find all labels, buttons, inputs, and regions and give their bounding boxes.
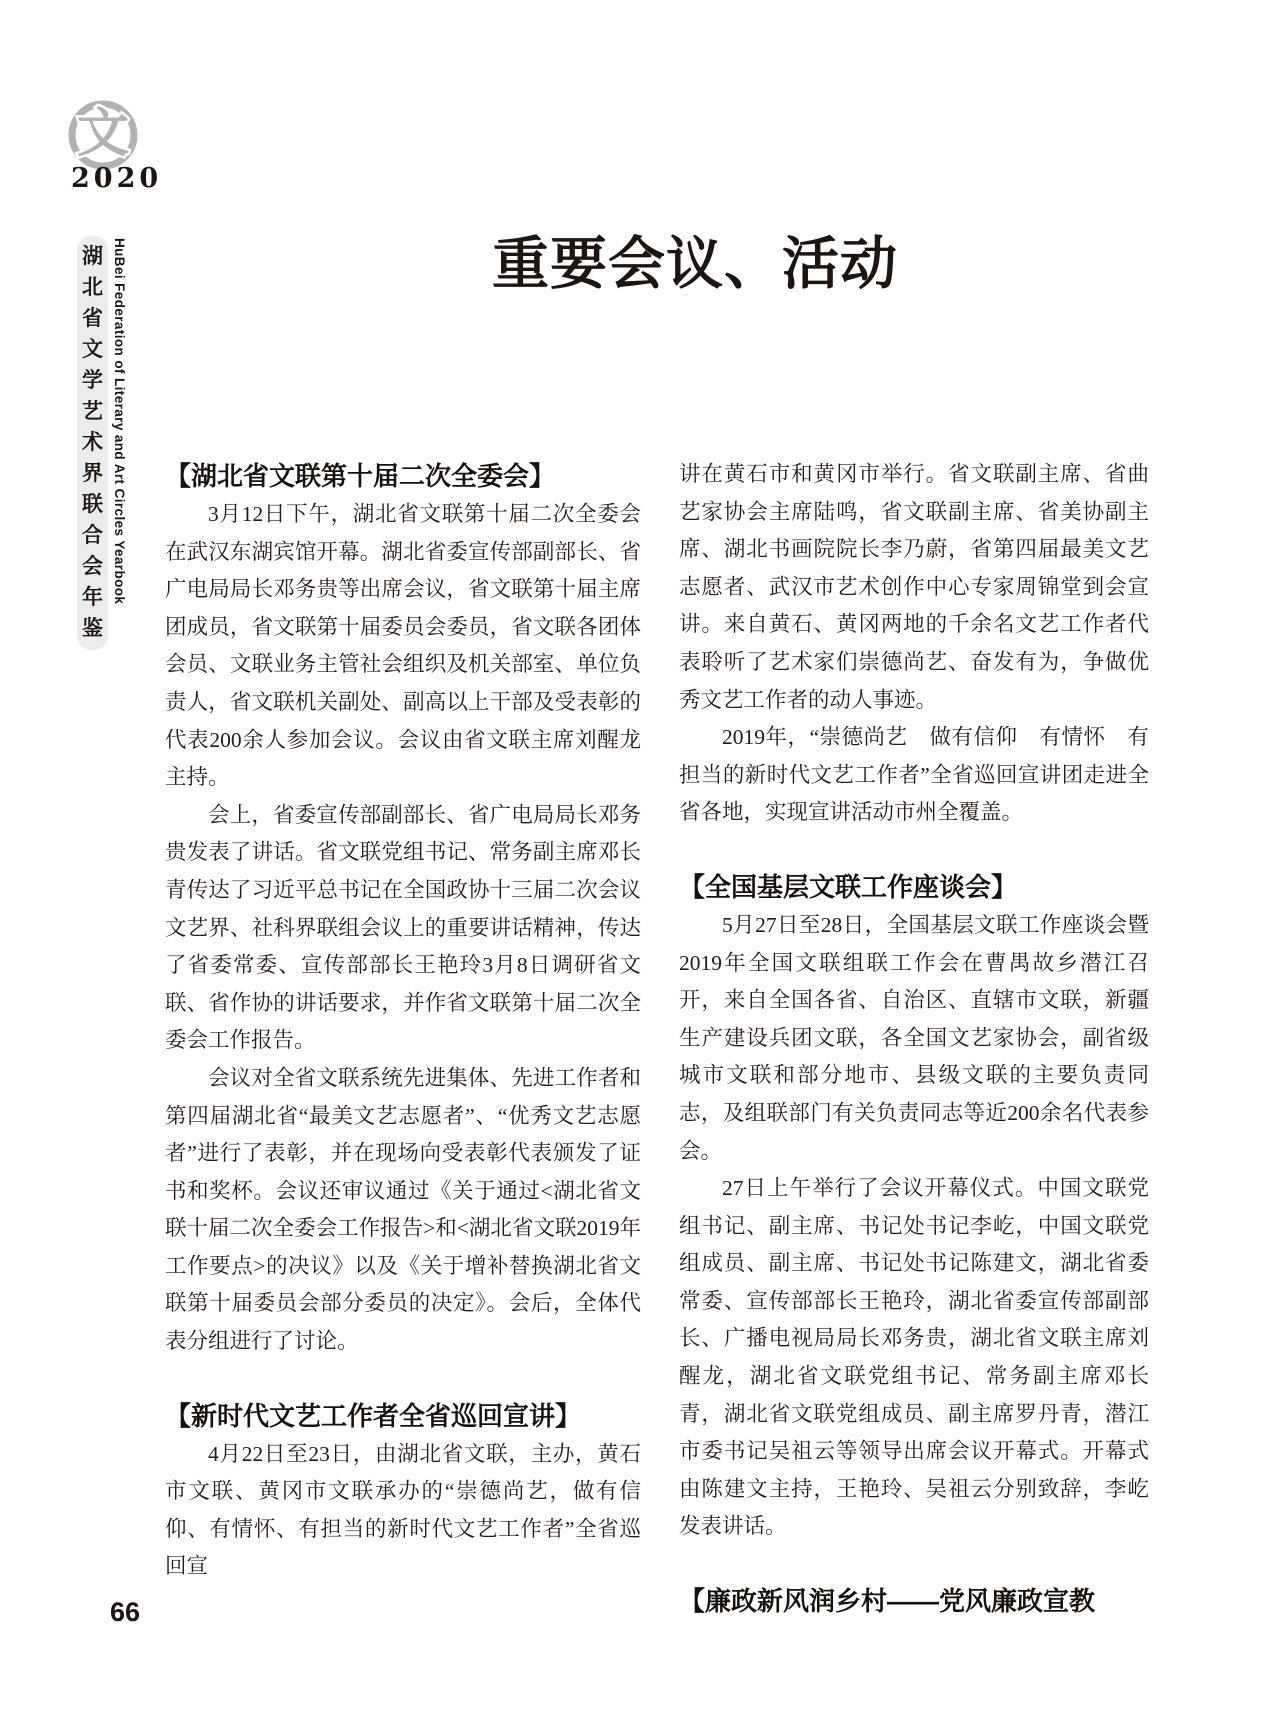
section-header: 【新时代文艺工作者全省巡回宣讲】 — [165, 1400, 582, 1431]
sidebar-title-char: 会 — [82, 554, 103, 578]
sidebar-title-char: 湖 — [82, 244, 103, 268]
page-number: 66 — [110, 1597, 141, 1627]
sidebar-title-char: 鉴 — [82, 616, 103, 640]
sidebar-title-char: 省 — [82, 306, 103, 330]
sidebar-title-char: 艺 — [82, 399, 103, 423]
section-header: 【全国基层文联工作座谈会】 — [679, 871, 1018, 902]
sidebar-title-char: 年 — [82, 585, 103, 609]
sidebar-title-vertical — [77, 236, 108, 650]
paragraph: 会议对全省文联系统先进集体、先进工作者和第四届湖北省“最美文艺志愿者”、“优秀文艺志愿者”进行了表彰，并在现场向受表彰代表颁发了证书和奖杯。会议还审议通过《关于通过<湖北省文联十届二次全委会工作报告>和<湖北省文联2019年工作要点>的决议》以及《关于增补替换湖北省文联第十届委员会部分委员的决定》。会后，全体代表分组进行了讨论。 — [165, 1065, 641, 1354]
logo-wen-glyph: 文 — [76, 106, 130, 163]
sidebar-title-char: 合 — [82, 523, 103, 547]
section-header: 【廉政新风润乡村——党风廉政宣教 — [679, 1586, 1096, 1617]
left-column — [165, 456, 641, 1586]
paragraph: 27日上午举行了会议开幕仪式。中国文联党组书记、副主席、书记处书记李屹，中国文联党组成员、副主席、书记处书记陈建文，湖北省委常委、宣传部部长王艳玲，湖北省委宣传部副部长、广播电视局局长邓务贵，湖北省文联主席刘醒龙，湖北省文联党组书记、常务副主席邓长青，湖北省文联党组成员、副主席罗丹青，潜江市委书记吴祖云等领导出席会议开幕式。开幕式由陈建文主持，王艳玲、吴祖云分别致辞，李屹发表讲话。 — [679, 1176, 1149, 1539]
paragraph: 5月27日至28日，全国基层文联工作座谈会暨2019年全国文联组联工作会在曹禺故乡潜江召开，来自全国各省、自治区、直辖市文联，新疆生产建设兵团文联，各全国文艺家协会，副省级城市文联和部分地市、县级文联的主要负责同志，及组联部门有关负责同志等近200余名代表参会。 — [679, 912, 1149, 1163]
paragraph: 2019年，“崇德尚艺 做有信仰 有情怀 有担当的新时代文艺工作者”全省巡回宣讲团走进全省各地，实现宣讲活动市州全覆盖。 — [679, 725, 1149, 825]
yearbook-year: 2020 — [71, 163, 163, 194]
paragraph: 3月12日下午，湖北省文联第十届二次全委会在武汉东湖宾馆开幕。湖北省委宣传部副部长、省广电局局长邓务贵等出席会议，省文联第十届主席团成员，省文联第十届委员会委员，省文联各团体会员、文联业务主管社会组织及机关部室、单位负责人，省文联机关副处、副高以上干部及受表彰的代表200余人参加会议。会议由省文联主席刘醒龙主持。 — [165, 502, 641, 790]
page-title: 重要会议、活动 — [492, 230, 898, 297]
sidebar-title-char: 文 — [82, 337, 103, 361]
right-column — [679, 456, 1149, 1621]
sidebar-title-char: 学 — [82, 368, 103, 392]
sidebar-title-char: 联 — [82, 492, 103, 516]
paragraph: 讲在黄石市和黄冈市举行。省文联副主席、省曲艺家协会主席陆鸣，省文联副主席、省美协副主席、湖北书画院院长李乃蔚，省第四届最美文艺志愿者、武汉市艺术创作中心专家周锦堂到会宣讲。来自黄石、黄冈两地的千余名文艺工作者代表聆听了艺术家们崇德尚艺、奋发有为，争做优秀文艺工作者的动人事迹。 — [679, 462, 1149, 712]
section-header: 【湖北省文联第十届二次全委会】 — [165, 461, 556, 491]
sidebar-title-char: 界 — [82, 461, 103, 485]
sidebar-title-char: 术 — [82, 430, 103, 454]
paragraph: 会上，省委宣传部副部长、省广电局局长邓务贵发表了讲话。省文联党组书记、常务副主席邓长青传达了习近平总书记在全国政协十三届二次会议文艺界、社科界联组会议上的重要讲话精神，传达了省委常委、宣传部部长王艳玲3月8日调研省文联、省作协的讲话要求，并作省文联第十届二次全委会工作报告。 — [165, 802, 641, 1053]
sidebar-subtitle-english: HuBei Federation of Literary and Art Circles Yearbook — [112, 238, 127, 605]
paragraph: 4月22日至23日，由湖北省文联，主办，黄石市文联、黄冈市文联承办的“崇德尚艺，做有信仰、有情怀、有担当的新时代文艺工作者”全省巡回宣 — [165, 1441, 641, 1579]
sidebar-title-char: 北 — [82, 275, 103, 299]
